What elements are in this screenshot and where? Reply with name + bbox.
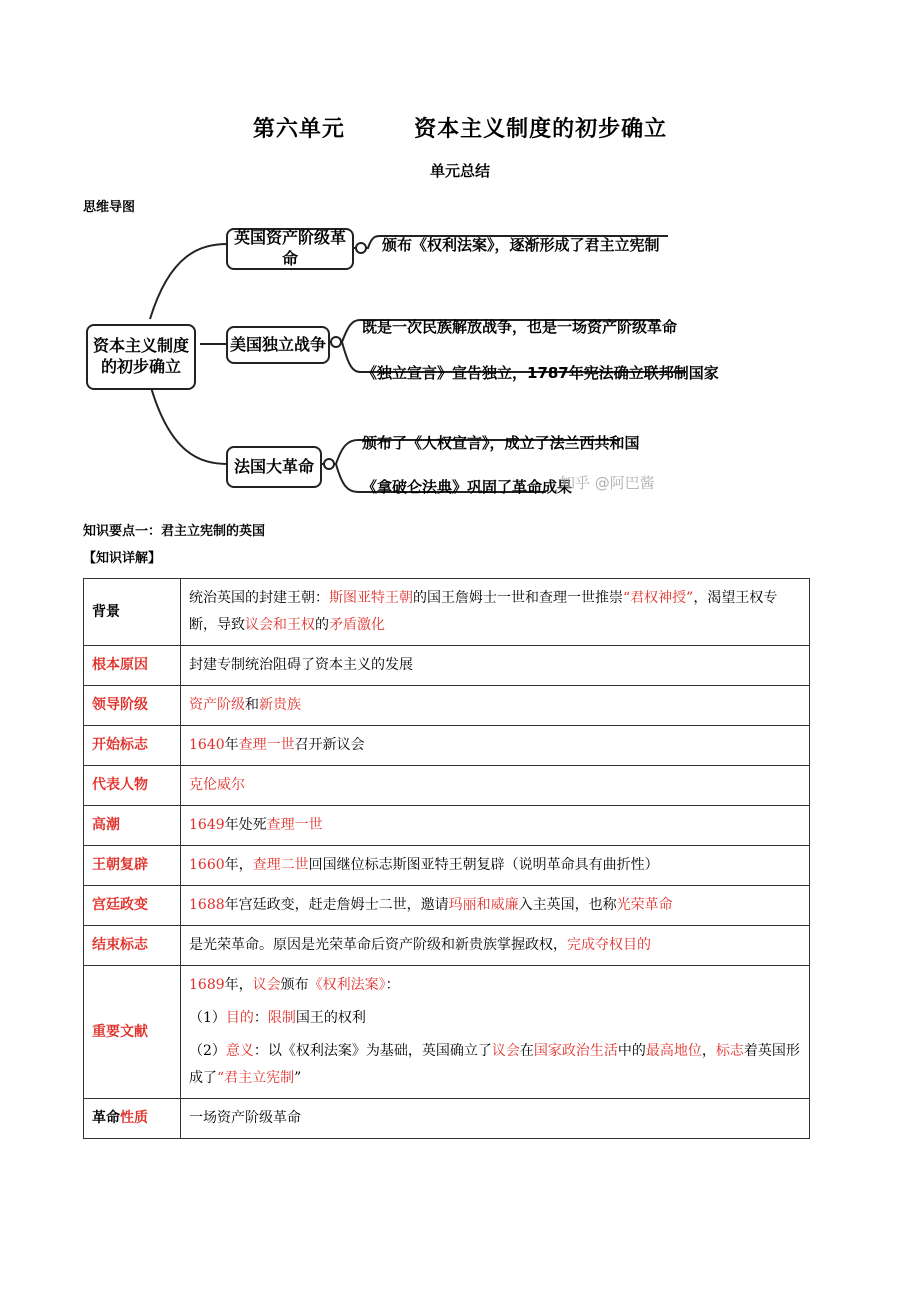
text-segment: 克伦威尔	[189, 777, 245, 793]
branch-usa: 美国独立战争	[226, 326, 330, 364]
header-part: 革命	[92, 1110, 120, 1126]
row-content	[181, 886, 810, 926]
text-segment: 中的	[617, 1043, 646, 1059]
row-content	[181, 646, 810, 686]
table-row	[84, 926, 810, 966]
node-dot-usa	[331, 337, 341, 347]
node-dot-britain	[356, 243, 366, 253]
text-segment: 封建专制统治阻碍了资本主义的发展	[189, 657, 413, 673]
text-segment: 光荣革命	[616, 897, 673, 913]
connector-root-france	[150, 384, 228, 464]
text-segment: 在	[519, 1043, 534, 1059]
knowledge-detail-label: 【知识详解】	[83, 551, 162, 566]
note-britain: 颁布《权利法案》，逐渐形成了君主立宪制	[382, 236, 660, 254]
text-segment: 是光荣革命。原因是光荣革命后资产阶级和新贵族掌握政权，	[189, 937, 567, 953]
row-header: 开始标志	[84, 726, 181, 766]
mindmap-root: 资本主义制度的初步确立	[86, 324, 196, 390]
row-content	[181, 726, 810, 766]
text-segment: 1689	[189, 977, 225, 993]
text-segment: ：	[385, 977, 400, 993]
text-segment: 年，	[224, 857, 253, 873]
note-france-1: 颁布了《人权宣言》，成立了法兰西共和国	[362, 434, 640, 452]
text-segment: 完成夺权目的	[567, 937, 651, 953]
text-segment: 标志	[715, 1043, 744, 1059]
text-segment: 年处死	[224, 817, 267, 833]
text-segment: 入主英国，也称	[518, 897, 617, 913]
doc-line	[189, 972, 801, 999]
text-segment: 意义	[225, 1043, 254, 1059]
branch-britain: 英国资产阶级革命	[226, 228, 354, 270]
text-segment: ，	[701, 1043, 716, 1059]
text-segment: 国王的权利	[295, 1010, 366, 1026]
doc-line	[189, 1038, 801, 1092]
table-row	[84, 766, 810, 806]
text-segment: 的国王詹姆士一世和查理一世推崇	[413, 590, 623, 606]
row-header: 根本原因	[84, 646, 181, 686]
row-content	[181, 966, 810, 1099]
watermark: 知乎 @阿巴酱	[560, 474, 655, 492]
text-segment: 召开新议会	[294, 737, 365, 753]
text-segment: 1640	[189, 737, 225, 753]
note-usa-2: 《独立宣言》宣告独立，1787年宪法确立联邦制国家	[362, 364, 719, 382]
note-usa-1: 既是一次民族解放战争，也是一场资产阶级革命	[362, 318, 678, 336]
table-row	[84, 726, 810, 766]
table-row	[84, 646, 810, 686]
text-segment: “君主立宪制	[217, 1070, 295, 1086]
text-segment: 的	[315, 617, 329, 633]
text-segment: 年	[224, 737, 239, 753]
row-header	[84, 1099, 181, 1139]
text-segment: 和	[245, 697, 259, 713]
table-row	[84, 886, 810, 926]
text-segment: 新贵族	[259, 697, 301, 713]
note-france-2: 《拿破仑法典》巩固了革命成果	[362, 478, 573, 496]
connector-root-britain	[150, 244, 228, 319]
text-segment: 议会和王权	[245, 617, 315, 633]
row-content	[181, 806, 810, 846]
text-segment: 着英国形成了	[189, 1043, 800, 1086]
text-segment: 查理一世	[266, 817, 323, 833]
table-row	[84, 579, 810, 646]
text-segment: ：以《权利法案》为基础，英国确立了	[253, 1043, 492, 1059]
table-row	[84, 966, 810, 1099]
text-segment: 国家政治生活	[533, 1043, 618, 1059]
row-header: 代表人物	[84, 766, 181, 806]
text-segment: 斯图亚特王朝	[329, 590, 413, 606]
text-segment: 最高地位	[645, 1043, 702, 1059]
text-segment: “君权神授”	[623, 590, 694, 606]
text-segment: 《权利法案》	[308, 977, 386, 993]
mindmap-label: 思维导图	[83, 200, 136, 215]
table-row	[84, 1099, 810, 1139]
text-segment: 回国继位标志斯图亚特王朝复辟（说明革命具有曲折性）	[308, 857, 659, 873]
text-segment: 1649	[189, 817, 225, 833]
text-segment: （1）	[189, 1010, 226, 1026]
text-segment: 议会	[491, 1043, 520, 1059]
row-header: 王朝复辟	[84, 846, 181, 886]
text-segment: ，渴望王权专断，导致	[189, 590, 778, 633]
table-row	[84, 686, 810, 726]
row-header: 结束标志	[84, 926, 181, 966]
header-part: 性质	[120, 1110, 148, 1126]
text-segment: ”	[294, 1070, 302, 1086]
row-content	[181, 579, 810, 646]
knowledge-point-title: 知识要点一：君主立宪制的英国	[83, 524, 266, 539]
text-segment: 玛丽和威廉	[448, 897, 519, 913]
table-row	[84, 806, 810, 846]
mind-map	[80, 214, 719, 504]
row-content	[181, 926, 810, 966]
row-header: 宫廷政变	[84, 886, 181, 926]
text-segment: 目的	[225, 1010, 254, 1026]
doc-line	[189, 1005, 801, 1032]
text-segment: 查理一世	[238, 737, 295, 753]
text-segment: 议会	[252, 977, 281, 993]
row-header: 背景	[84, 579, 181, 646]
text-segment: 查理二世	[252, 857, 309, 873]
text-segment: ：	[253, 1010, 268, 1026]
text-segment: 资产阶级	[189, 697, 245, 713]
text-segment: 年宫廷政变，赶走詹姆士二世，邀请	[224, 897, 449, 913]
row-content: 一场资产阶级革命	[181, 1099, 810, 1139]
text-segment: 1660	[189, 857, 225, 873]
node-dot-france	[324, 459, 334, 469]
text-segment: 颁布	[280, 977, 309, 993]
page-title: 第六单元 资本主义制度的初步确立	[252, 117, 668, 142]
branch-france: 法国大革命	[226, 446, 322, 488]
page-subtitle: 单元总结	[429, 162, 490, 180]
row-content	[181, 686, 810, 726]
row-header: 重要文献	[84, 966, 181, 1099]
text-segment: （2）	[189, 1043, 226, 1059]
row-content	[181, 846, 810, 886]
table-row	[84, 846, 810, 886]
text-segment: 1688	[189, 897, 225, 913]
row-header: 高潮	[84, 806, 181, 846]
knowledge-table	[83, 578, 810, 1139]
text-segment: 年，	[224, 977, 253, 993]
row-header: 领导阶级	[84, 686, 181, 726]
text-segment: 矛盾激化	[329, 617, 385, 633]
text-segment: 限制	[267, 1010, 296, 1026]
row-content	[181, 766, 810, 806]
text-segment: 统治英国的封建王朝：	[189, 590, 329, 606]
